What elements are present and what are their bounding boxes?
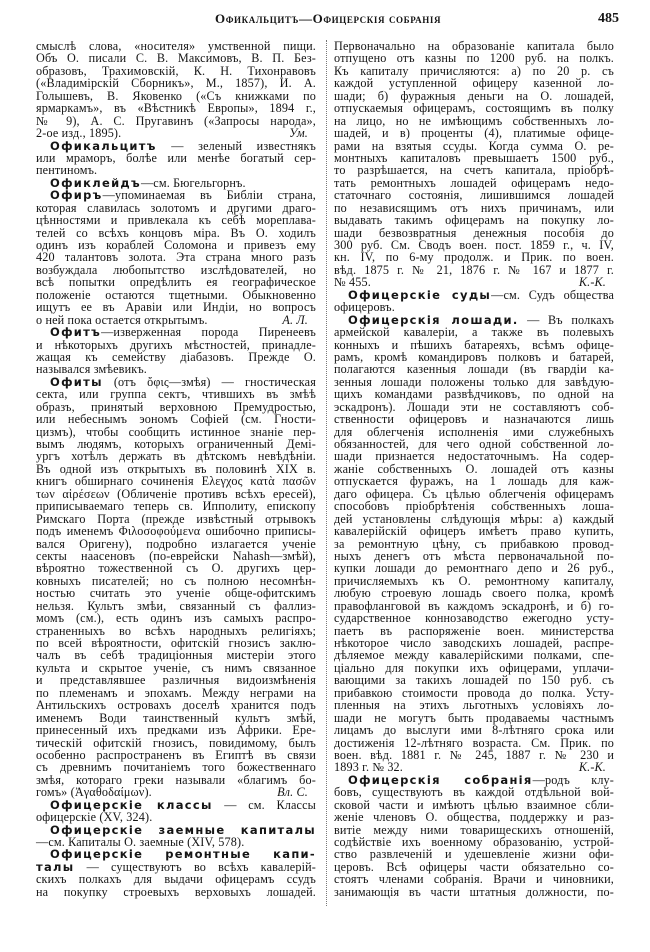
body-text: съ древнимъ почитаніемъ того божественнаго xyxy=(36,760,316,775)
body-text: или мраморъ, болѣе или менѣе богатый сер- xyxy=(36,150,316,165)
body-text: одинъ изъ кораблей Соломона и привезъ ему xyxy=(36,238,316,252)
entry-term: Офиклейдъ xyxy=(50,175,141,190)
body-text: шадей, и в) проценты (4), платимые офице- xyxy=(334,126,614,141)
body-text: которая славилась золотомъ и другими драго- xyxy=(36,200,316,215)
right-column xyxy=(334,40,614,898)
line-text xyxy=(334,885,614,899)
body-text: конныхъ и пѣшихъ батареяхъ, всѣмъ офице- xyxy=(334,337,614,352)
body-text: принесенный ихъ предками изъ Африки. Ере- xyxy=(36,723,316,738)
body-text: 300 руб. См. Сводъ воен. пост. 1859 г., ч. IV, xyxy=(334,238,614,252)
entry-term: Офиръ xyxy=(50,188,103,203)
page-number: 485 xyxy=(598,11,619,26)
body-text: образовъ, Трахимовскій, К. Н. Тихонравовъ xyxy=(36,63,316,78)
entry-term: Офицерскіе классы xyxy=(50,797,213,812)
body-text: ціально для покупки ихъ офицерами, уплачи- xyxy=(334,660,614,675)
author-signature: Ум. xyxy=(289,126,308,141)
body-text: чалъ въ себѣ традиціонныя мистеріи этого xyxy=(36,648,316,663)
body-text: всѣ попытки опредѣлить ея географическое xyxy=(36,275,316,290)
body-text: обязанностей, для чего одной собственной ло- xyxy=(334,437,614,451)
body-text: нѣкоторое число заводскихъ лошадей, распре- xyxy=(334,636,614,650)
author-signature: К.-К. xyxy=(578,275,606,290)
body-text: или небеснымъ эономъ Софіей (см. Гности- xyxy=(36,412,316,427)
body-text: των αἱρέσεων (Обличеніе противъ всѣхъ ересей), xyxy=(36,486,316,501)
body-text: Къ капиталу причисляются: а) по 20 р. съ xyxy=(334,63,614,78)
body-text: паетъ въ распоряженіе воен. министерства xyxy=(334,623,614,638)
body-text: отпущено отъ казны по 1200 руб. на полкъ. xyxy=(334,51,614,66)
body-text: ство развлеченій и удешевленіе жизни офи- xyxy=(334,847,614,862)
body-text: кавалерійскій офицеръ имѣетъ право купить, xyxy=(334,524,614,539)
body-text: секта, или группа сектъ, чтившихъ въ змѣѣ xyxy=(36,387,316,402)
body-text: по независящимъ отъ нихъ причинамъ, или xyxy=(334,200,614,215)
body-text: именемъ Води таинственный культъ змѣй, xyxy=(36,710,316,725)
running-title: Офикальцитъ—Офицерскія собранія xyxy=(215,11,442,26)
line-text xyxy=(334,263,614,277)
body-text: телей со всѣхъ концовъ міра. Въ О. ходилъ xyxy=(36,225,316,240)
body-text: армейской кавалеріи, а также въ полевыхъ xyxy=(334,325,614,340)
running-header xyxy=(0,11,650,27)
body-text: жащая къ семейству діабазовъ. Прежде О. xyxy=(36,349,316,364)
body-text: дѣляемое между кавалерійскими полками, спе- xyxy=(334,648,614,663)
body-text: Въ одной изъ открытыхъ въ половинѣ XIX в. xyxy=(36,461,316,476)
body-text: образъ, принятый верховною Премудростью, xyxy=(36,399,316,414)
body-text: вался Оригену), подробно излагается ученіе xyxy=(36,536,316,551)
body-text: Объ О. писали С. В. Максимовъ, В. П. Без- xyxy=(36,51,316,66)
body-text: —см. Судъ общества xyxy=(491,287,615,302)
body-text: отпускаемыя офицерамъ, состоящимъ въ полку xyxy=(334,101,614,116)
body-text: положеніе остаются тщетными. Обыкновенно xyxy=(36,287,316,302)
body-text: пленныя на этихъ льготныхъ условіяхъ ло- xyxy=(334,698,614,713)
entry-term: Офиты xyxy=(50,374,103,389)
body-text: на покупку строевыхъ верховыхъ лошадей. xyxy=(36,884,316,899)
body-text: вающими за такихъ лошадей по 150 руб. съ xyxy=(334,673,614,688)
body-text: вымъ людямъ, которыхъ ограниченный Демі- xyxy=(36,437,316,451)
body-text: ищутъ ее въ Аравіи или Индіи, но вопросъ xyxy=(36,300,316,315)
body-text: и нѣкоторыхъ другихъ мѣстностей, принадле- xyxy=(36,337,316,352)
body-text: № 455. xyxy=(334,275,371,290)
body-text: ургъ хотѣлъ держать въ дѣтскомъ невѣдѣніи. xyxy=(36,449,316,464)
body-text: отпускается фуражъ, на 1 лошадь для каж- xyxy=(334,474,614,489)
body-text: шади; б) фуражныя деньги на О. лошадей, xyxy=(334,88,614,103)
body-text: № 9), А. С. Пругавинъ («Запросы народа», xyxy=(36,113,316,128)
body-text: эскадронъ). Лошади эти не составляютъ соб- xyxy=(334,399,614,414)
body-text: особенно распространенъ въ Египтѣ въ связи xyxy=(36,747,316,762)
body-text: 1893 г. № 32. xyxy=(334,760,403,775)
body-text: по всей вѣроятности, офитскій гнозисъ заклю- xyxy=(36,636,316,650)
body-text: ярмаркамъ», въ «Вѣстникѣ Европы», 1894 г., xyxy=(36,101,316,116)
body-text: шади безвозвратныя денежныя пособія до xyxy=(334,225,614,240)
body-text: книгъ обширнаго сочиненія Ελεγχος κατὰ πασῶν xyxy=(36,474,316,489)
body-text: ныхъ денегъ отъ мѣста первоначальной по- xyxy=(334,548,614,563)
entry-term: Офицерскія собранія xyxy=(348,772,533,787)
body-text: воен. вѣд. 1881 г. № 245, 1887 г. № 230 и xyxy=(334,747,614,762)
body-text: причисляемыхъ къ О. ремонтному капиталу, xyxy=(334,573,614,588)
body-text: каждой уступленной офицеру казенной ло- xyxy=(334,76,614,91)
body-text: витіе между ними товарищескихъ отношеній, xyxy=(334,822,614,837)
body-text: выдавать такимъ офицерамъ на покупку ло- xyxy=(334,213,614,228)
column-divider xyxy=(326,40,327,906)
body-text: — существуютъ во всѣхъ кавалерій- xyxy=(74,859,316,874)
body-text: стоятъ членами собранія. Врачи и чиновники, xyxy=(334,872,614,887)
body-text: — зеленый известнякъ xyxy=(156,138,316,153)
body-text: ственности офицеровъ и назначаются лишь xyxy=(334,412,614,427)
body-text: для облегченія исполненія ими служебныхъ xyxy=(334,424,614,439)
body-text: —упоминаемая въ Библіи страна, xyxy=(102,188,316,203)
body-text: по племенамъ и эпохамъ. Между неграми на xyxy=(36,685,316,700)
body-text: гомъ» (Ἀγαθοδαίμων). xyxy=(36,785,152,800)
body-text: —см. Капиталы О. заемные (XIV, 578). xyxy=(36,835,245,849)
body-text: статочнаго состоянія, лишившимся лошадей xyxy=(334,188,614,203)
body-text: зенныя лошади положены только для завѣдую- xyxy=(334,374,614,389)
body-text: дей установлены слѣдующія мѣры: а) каждый xyxy=(334,511,614,526)
body-text: способовъ пріобрѣтенія собственныхъ лоша- xyxy=(334,499,614,514)
body-text: рамъ, кромѣ командировъ полковъ и батарей, xyxy=(334,349,614,364)
body-text: вѣд. 1875 г. № 21, 1876 г. № 167 и 1877 г. xyxy=(334,262,614,277)
body-text: Первоначально на образованіе капитала было xyxy=(334,39,614,53)
body-text: на лицо, но не имѣющимъ собственныхъ ло- xyxy=(334,113,614,128)
body-text: тать ремонтныхъ лошадей офицерамъ недо- xyxy=(334,175,614,190)
body-text: («Владимірскій Сборникъ», М., 1857), И. А. xyxy=(36,76,316,91)
body-text: шади не могутъ быть продаваемы частнымъ xyxy=(334,710,614,725)
entry-term: Офицерскіе ремонтные капи- xyxy=(50,847,316,862)
body-text: содѣйствіе ихъ военному образованію, устрой- xyxy=(334,835,614,849)
body-text: —изверженная порода Пиренеевъ xyxy=(101,325,316,340)
body-text: культа и скрытое ученіе, съ нимъ связанное xyxy=(36,660,316,675)
body-text: занимающія въ части штатныя должности, по- xyxy=(334,884,614,899)
entry-term: Офицерскіе заемные капиталы xyxy=(50,822,316,837)
body-text: — Въ полкахъ xyxy=(518,312,614,327)
body-text: шади признается недостаточнымъ. На содер- xyxy=(334,449,614,464)
body-text: и представлявшее различныя видоизмѣненія xyxy=(36,673,316,688)
body-text: женіе членовъ О. общества, поддержку и раз- xyxy=(334,810,614,825)
body-text: то разрѣшается, на счетъ капитала, пріобрѣ- xyxy=(334,163,614,178)
body-text: назывался змѣевикъ. xyxy=(36,362,147,377)
author-signature: Вл. С. xyxy=(277,785,308,800)
body-text: змѣя, котораго греки называли «благимъ бо- xyxy=(36,772,316,787)
body-text: щихъ командами развѣдчиковъ, по одной на xyxy=(334,387,614,402)
body-text: нельзя. Культъ змѣи, связанный съ фаллиз- xyxy=(36,598,316,613)
author-signature: К.-К. xyxy=(578,760,606,775)
body-text: возбуждала любопытство изслѣдователей, но xyxy=(36,262,316,277)
entry-term: Офицерскія лошади. xyxy=(348,312,519,327)
body-text: церовъ. Всѣ офицеры части обязательно со- xyxy=(334,859,614,874)
body-text: —см. Бюгельгорнъ. xyxy=(140,175,246,190)
entry-term: Офикальцитъ xyxy=(50,138,157,153)
body-text: о ней пока остается открытымъ. xyxy=(36,312,208,327)
body-text: 420 талантовъ золота. Эта страна много разъ xyxy=(36,250,316,265)
author-signature: А. Л. xyxy=(282,312,308,327)
body-text: кн. IV, по 6-му продолж. и Прик. по воен. xyxy=(334,250,614,265)
body-text: тическій офитскій гнозисъ, повидимому, былъ xyxy=(36,735,316,750)
entry-term: талы xyxy=(36,859,75,874)
body-text: монтныхъ капиталовъ превышаетъ 1500 руб., xyxy=(334,150,614,165)
body-text: любую строевую лошадь своего полка, кромѣ xyxy=(334,586,614,601)
body-text: Голышевъ, В. Яковенко («Съ книжками по xyxy=(36,88,316,103)
body-text: сковой части и имѣютъ цѣлью взаимное сбли- xyxy=(334,797,614,812)
body-text: Антильскихъ островахъ доселѣ хранится подъ xyxy=(36,698,316,713)
entry-term: Офицерскіе суды xyxy=(348,287,492,302)
body-text: даго офицера. Съ цѣлью облегченія офицерамъ xyxy=(334,486,614,501)
body-text: полагаются казенныя лошади (въ гвардіи ка- xyxy=(334,362,614,377)
body-text: приписываемаго теперь св. Ипполиту, епископу xyxy=(36,499,316,514)
body-text: достиженія 12-лѣтняго возраста. См. Прик. по xyxy=(334,735,614,750)
body-text: Римскаго Порта (прежде извѣстный отрывокъ xyxy=(36,511,316,526)
body-text: (отъ ὄφις—змѣя) — гностическая xyxy=(102,374,316,389)
body-text: лицамъ до выслуги ими 8-лѣтняго срока или xyxy=(334,723,614,738)
body-text: офицерскіе (XV, 324). xyxy=(36,810,153,825)
body-text: сударственное коннозаводство ежегодно усту- xyxy=(334,611,614,626)
body-text: подъ именемъ Φιλοσοφούμενα ошибочно приписы- xyxy=(36,524,316,539)
body-text: вѣроятно тожественной съ О. другихъ цер- xyxy=(36,561,316,576)
body-text: цизмъ), чтобы сообщить истинное знаніе пер- xyxy=(36,424,316,439)
body-text: за ремонтную цѣну, съ прибавкою провод- xyxy=(334,536,614,551)
body-text: скихъ полкахъ для выдачи офицерамъ ссудъ xyxy=(36,872,316,887)
body-text: смыслѣ слова, «носителя» умственной пищи. xyxy=(36,39,316,53)
body-text: пентиномъ. xyxy=(36,163,98,178)
body-text: прибавкою стоимости провода до полка. Усту- xyxy=(334,685,614,700)
body-text: момъ (см.), есть одинъ изъ самыхъ распро- xyxy=(36,611,316,626)
text-line xyxy=(334,886,614,898)
body-text: правофланговой въ каждомъ эскадронѣ, и б) го- xyxy=(334,598,614,613)
entry-term: Офитъ xyxy=(50,325,102,340)
body-text: — см. Классы xyxy=(212,797,316,812)
body-text: ностью считать это ученіе обще-офитскимъ xyxy=(36,586,316,601)
left-column xyxy=(36,40,316,898)
body-text: ковныхъ писателей; но съ полною несомнѣн- xyxy=(36,573,316,588)
body-text: купки лошади до ремонтнаго депо и 26 руб., xyxy=(334,561,614,576)
text-line xyxy=(334,264,614,276)
body-text: рами на взятыя ссуды. Когда сумма О. ре- xyxy=(334,138,614,153)
body-text: цѣнностями и привлекала къ себѣ мореплава- xyxy=(36,213,316,228)
body-text: страненныхъ во всѣхъ народныхъ религіяхъ; xyxy=(36,623,316,638)
line-text xyxy=(36,885,316,899)
body-text: бовъ, существуютъ въ каждой отдѣльной вой- xyxy=(334,785,614,800)
text-line xyxy=(36,886,316,898)
body-text: —родъ клу- xyxy=(532,772,615,787)
body-text: 2-ое изд., 1895). xyxy=(36,126,122,141)
body-text: офицеровъ. xyxy=(334,300,395,315)
body-text: жаніе собственныхъ О. лошадей отъ казны xyxy=(334,461,614,476)
body-text: секты наасеновъ (по-еврейски Nahash—змѣй), xyxy=(36,548,316,563)
